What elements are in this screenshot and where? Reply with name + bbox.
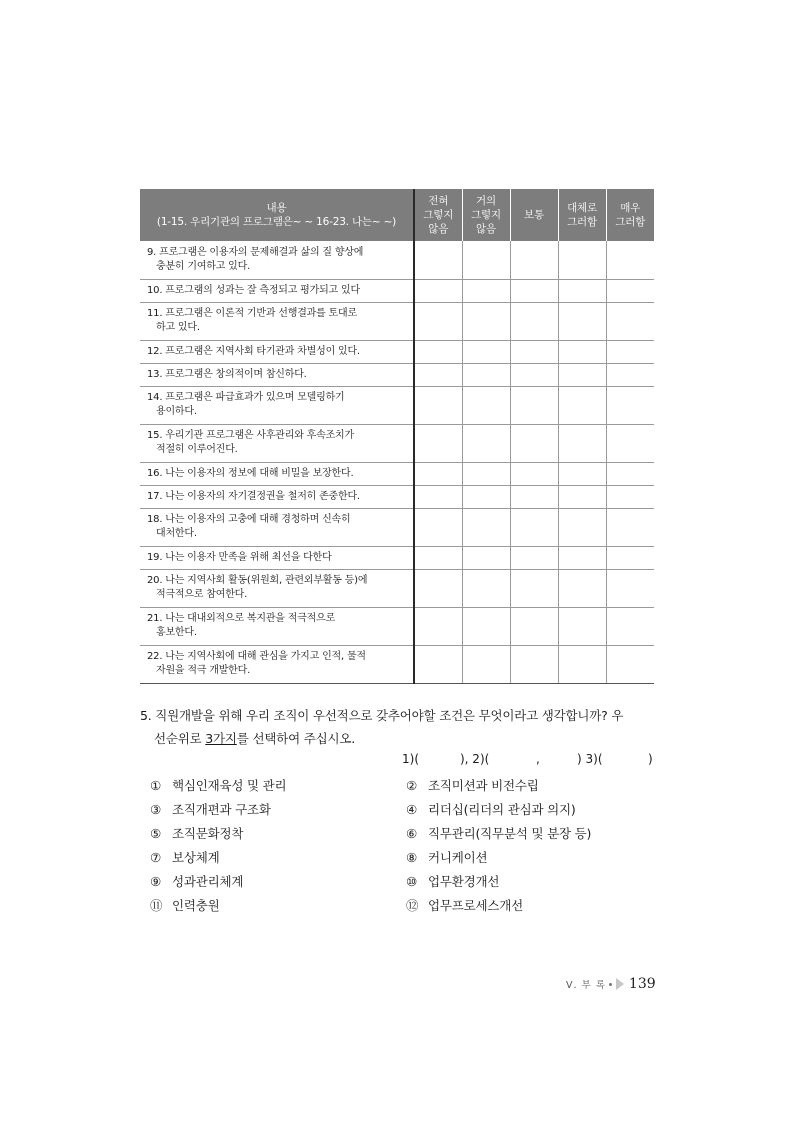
option-label: 조직문화정착 (172, 826, 244, 841)
option-label: 조직미션과 비전수립 (428, 778, 539, 793)
option-number: ⑨ (150, 874, 162, 889)
survey-item (140, 485, 414, 508)
rating-cell-4[interactable] (558, 363, 606, 386)
rating-cell-3[interactable] (510, 546, 558, 569)
rating-cell-2[interactable] (462, 279, 510, 302)
rating-cell-1[interactable] (414, 279, 462, 302)
rating-cell-5[interactable] (606, 645, 654, 683)
table-row (140, 607, 654, 645)
survey-item (140, 508, 414, 546)
rating-cell-5[interactable] (606, 424, 654, 462)
table-row (140, 424, 654, 462)
rating-cell-2[interactable] (462, 508, 510, 546)
option-label: 커니케이션 (428, 850, 488, 865)
table-row (140, 645, 654, 683)
rating-cell-4[interactable] (558, 340, 606, 363)
survey-item-text: 21. 나는 대내외적으로 복지관을 적극적으로 (147, 613, 336, 624)
rating-cell-4[interactable] (558, 302, 606, 340)
table-header-row (140, 189, 654, 241)
survey-item (140, 302, 414, 340)
header-scale-text: 매우 (620, 202, 641, 214)
rating-cell-3[interactable] (510, 241, 558, 279)
rating-cell-3[interactable] (510, 607, 558, 645)
rating-cell-5[interactable] (606, 279, 654, 302)
answer-close: ) (648, 752, 653, 766)
header-scale-text: 그렇지 (471, 209, 501, 221)
header-content (140, 189, 414, 241)
option-number: ① (150, 778, 162, 793)
survey-item-text: 11. 프로그램은 이론적 기반과 선행결과를 토대로 (147, 308, 357, 319)
option-7[interactable] (150, 848, 220, 866)
survey-item-text-continued: 하고 있다. (156, 322, 200, 333)
table-row (140, 508, 654, 546)
rating-cell-2[interactable] (462, 340, 510, 363)
option-number: ③ (150, 802, 162, 817)
table-row (140, 302, 654, 340)
rating-cell-5[interactable] (606, 607, 654, 645)
rating-cell-4[interactable] (558, 424, 606, 462)
option-number: ⑩ (406, 874, 418, 889)
header-content-title: 내용 (266, 202, 287, 214)
option-10[interactable] (406, 872, 499, 890)
option-6[interactable] (406, 824, 591, 842)
survey-item (140, 569, 414, 607)
rating-cell-3[interactable] (510, 340, 558, 363)
rating-cell-2[interactable] (462, 462, 510, 485)
footer-dot (609, 983, 612, 986)
survey-item-text-continued: 충분히 기여하고 있다. (156, 260, 251, 272)
rating-cell-5[interactable] (606, 485, 654, 508)
rating-cell-1[interactable] (414, 485, 462, 508)
option-2[interactable] (406, 776, 539, 794)
survey-item-text: 9. 프로그램은 이용자의 문제해결과 삶의 질 향상에 (147, 246, 364, 258)
survey-item-text: 15. 우리기관 프로그램은 사후관리와 후속조치가 (147, 430, 354, 441)
option-label: 업무환경개선 (428, 874, 500, 889)
rating-cell-3[interactable] (510, 386, 558, 424)
table-body (140, 241, 654, 683)
rating-cell-2[interactable] (462, 645, 510, 683)
rating-cell-1[interactable] (414, 241, 462, 279)
rating-cell-4[interactable] (558, 645, 606, 683)
rating-cell-1[interactable] (414, 607, 462, 645)
header-scale-text: 전혀 (428, 195, 449, 207)
rating-cell-1[interactable] (414, 424, 462, 462)
survey-item (140, 279, 414, 302)
rating-cell-5[interactable] (606, 462, 654, 485)
rating-cell-4[interactable] (558, 241, 606, 279)
rating-cell-3[interactable] (510, 424, 558, 462)
page-number: 139 (628, 976, 656, 992)
survey-item-text: 16. 나는 이용자의 정보에 대해 비밀을 보장한다. (147, 467, 354, 479)
survey-item (140, 462, 414, 485)
rating-cell-3[interactable] (510, 508, 558, 546)
answer-blank-3-open: ) 3)( (577, 752, 603, 766)
rating-cell-2[interactable] (462, 569, 510, 607)
rating-cell-2[interactable] (462, 302, 510, 340)
rating-cell-3[interactable] (510, 302, 558, 340)
survey-item-text: 12. 프로그램은 지역사회 타기관과 차별성이 있다. (147, 345, 360, 357)
option-label: 성과관리체계 (172, 874, 244, 889)
option-3[interactable] (150, 800, 271, 818)
option-label: 리더십(리더의 관심과 의지) (428, 802, 576, 817)
rating-cell-5[interactable] (606, 508, 654, 546)
answer-blanks (402, 752, 654, 772)
question-5 (140, 704, 660, 750)
option-number: ② (406, 778, 418, 793)
survey-item-text: 10. 프로그램의 성과는 잘 측정되고 평가되고 있다 (147, 284, 360, 296)
table-row (140, 363, 654, 386)
rating-cell-2[interactable] (462, 241, 510, 279)
table-row (140, 485, 654, 508)
survey-item (140, 363, 414, 386)
rating-cell-5[interactable] (606, 546, 654, 569)
header-scale-text: 대체로 (567, 202, 597, 214)
rating-cell-1[interactable] (414, 569, 462, 607)
answer-blank-1-open: 1)( (402, 752, 419, 766)
rating-cell-1[interactable] (414, 386, 462, 424)
rating-cell-1[interactable] (414, 462, 462, 485)
survey-table (140, 189, 654, 684)
option-label: 직무관리(직무분석 및 분장 등) (428, 826, 592, 841)
header-scale-text: 그러함 (615, 216, 646, 228)
rating-cell-3[interactable] (510, 485, 558, 508)
rating-cell-4[interactable] (558, 485, 606, 508)
rating-cell-2[interactable] (462, 485, 510, 508)
rating-cell-3[interactable] (510, 363, 558, 386)
option-number: ④ (406, 802, 418, 817)
survey-item-text-continued: 자원을 적극 개발한다. (156, 665, 251, 676)
rating-cell-5[interactable] (606, 302, 654, 340)
header-scale-4 (558, 189, 606, 241)
survey-item-text: 19. 나는 이용자 만족을 위해 최선을 다한다 (147, 551, 332, 563)
rating-cell-1[interactable] (414, 546, 462, 569)
header-scale-text: 않음 (428, 223, 449, 235)
table-row (140, 569, 654, 607)
rating-cell-2[interactable] (462, 386, 510, 424)
answer-blank-2-open: ), 2)( (460, 752, 490, 766)
rating-cell-2[interactable] (462, 424, 510, 462)
header-scale-text: 거의 (476, 195, 496, 207)
survey-item-text: 22. 나는 지역사회에 대해 관심을 가지고 인적, 물적 (147, 651, 366, 662)
rating-cell-3[interactable] (510, 462, 558, 485)
rating-cell-5[interactable] (606, 569, 654, 607)
instruction-text: 를 선택하여 주십시오. (236, 731, 355, 746)
option-4[interactable] (406, 800, 576, 818)
option-5[interactable] (150, 824, 243, 842)
rating-cell-4[interactable] (558, 607, 606, 645)
instruction-text: 선순위로 (154, 731, 206, 746)
option-number: ⑤ (150, 826, 162, 841)
option-label: 업무프로세스개선 (428, 898, 524, 913)
chevron-right-icon (616, 978, 624, 990)
rating-cell-4[interactable] (558, 462, 606, 485)
header-scale-text: 보통 (524, 209, 544, 221)
survey-item-text: 14. 프로그램은 파급효과가 있으며 모델링하기 (147, 392, 345, 403)
table-row (140, 279, 654, 302)
rating-cell-1[interactable] (414, 508, 462, 546)
instruction-emphasis: 3가지 (205, 731, 237, 746)
header-scale-1 (414, 189, 462, 241)
header-content-range: (1-15. 우리기관의 프로그램은~ ~ 16-23. 나는~ ~) (156, 216, 397, 228)
option-number: ⑧ (406, 850, 418, 865)
survey-item-text-continued: 홍보한다. (156, 627, 197, 638)
option-number: ⑫ (406, 898, 419, 913)
survey-item (140, 424, 414, 462)
rating-cell-5[interactable] (606, 241, 654, 279)
table-row (140, 462, 654, 485)
header-scale-text: 않음 (476, 223, 496, 235)
question-5-instruction (140, 727, 660, 750)
option-number: ⑥ (406, 826, 418, 841)
rating-cell-1[interactable] (414, 340, 462, 363)
header-scale-text: 그렇지 (423, 209, 454, 221)
survey-item-text-continued: 적극적으로 참여한다. (156, 589, 248, 600)
option-12[interactable] (406, 896, 523, 914)
rating-cell-5[interactable] (606, 363, 654, 386)
rating-cell-3[interactable] (510, 279, 558, 302)
rating-cell-5[interactable] (606, 340, 654, 363)
survey-item (140, 546, 414, 569)
rating-cell-3[interactable] (510, 569, 558, 607)
survey-item-text: 17. 나는 이용자의 자기결정권을 철저히 존중한다. (147, 490, 360, 502)
survey-item (140, 645, 414, 683)
option-1[interactable] (150, 776, 286, 794)
survey-item (140, 386, 414, 424)
rating-cell-4[interactable] (558, 279, 606, 302)
table-row (140, 241, 654, 279)
table-row (140, 386, 654, 424)
rating-cell-4[interactable] (558, 546, 606, 569)
option-number: ⑦ (150, 850, 162, 865)
option-label: 핵심인재육성 및 관리 (172, 778, 287, 793)
rating-cell-2[interactable] (462, 546, 510, 569)
rating-cell-1[interactable] (414, 302, 462, 340)
page-footer (566, 973, 666, 995)
footer-section: Ⅴ. 부 록 (566, 980, 606, 991)
rating-cell-4[interactable] (558, 508, 606, 546)
table-row (140, 546, 654, 569)
survey-item-text: 20. 나는 지역사회 활동(위원회, 관련외부활동 등)에 (147, 575, 368, 586)
option-label: 조직개편과 구조화 (172, 802, 271, 817)
answer-separator: , (536, 752, 540, 766)
rating-cell-4[interactable] (558, 386, 606, 424)
option-11[interactable] (150, 896, 220, 914)
header-scale-2 (462, 189, 510, 241)
header-scale-text: 그러함 (567, 216, 597, 228)
header-scale-5 (606, 189, 654, 241)
rating-cell-2[interactable] (462, 363, 510, 386)
rating-cell-5[interactable] (606, 386, 654, 424)
header-scale-3 (510, 189, 558, 241)
survey-item (140, 607, 414, 645)
survey-item-text-continued: 적절히 이루어진다. (156, 444, 238, 455)
option-label: 인력충원 (172, 898, 220, 913)
survey-item-text: 13. 프로그램은 창의적이며 참신하다. (147, 368, 307, 380)
survey-item-text: 18. 나는 이용자의 고충에 대해 경청하며 신속히 (147, 514, 351, 525)
rating-cell-1[interactable] (414, 645, 462, 683)
option-number: ⑪ (150, 898, 163, 913)
survey-item-text-continued: 용이하다. (156, 406, 197, 417)
survey-item (140, 241, 414, 279)
question-5-text: 5. 직원개발을 위해 우리 조직이 우선적으로 갖추어야할 조건은 무엇이라고 생각합니까? 우 (140, 708, 624, 723)
option-label: 보상체계 (172, 850, 220, 865)
survey-item-text-continued: 대처한다. (156, 528, 197, 539)
survey-item (140, 340, 414, 363)
table-row (140, 340, 654, 363)
rating-cell-1[interactable] (414, 363, 462, 386)
option-9[interactable] (150, 872, 243, 890)
rating-cell-2[interactable] (462, 607, 510, 645)
rating-cell-4[interactable] (558, 569, 606, 607)
option-8[interactable] (406, 848, 487, 866)
rating-cell-3[interactable] (510, 645, 558, 683)
